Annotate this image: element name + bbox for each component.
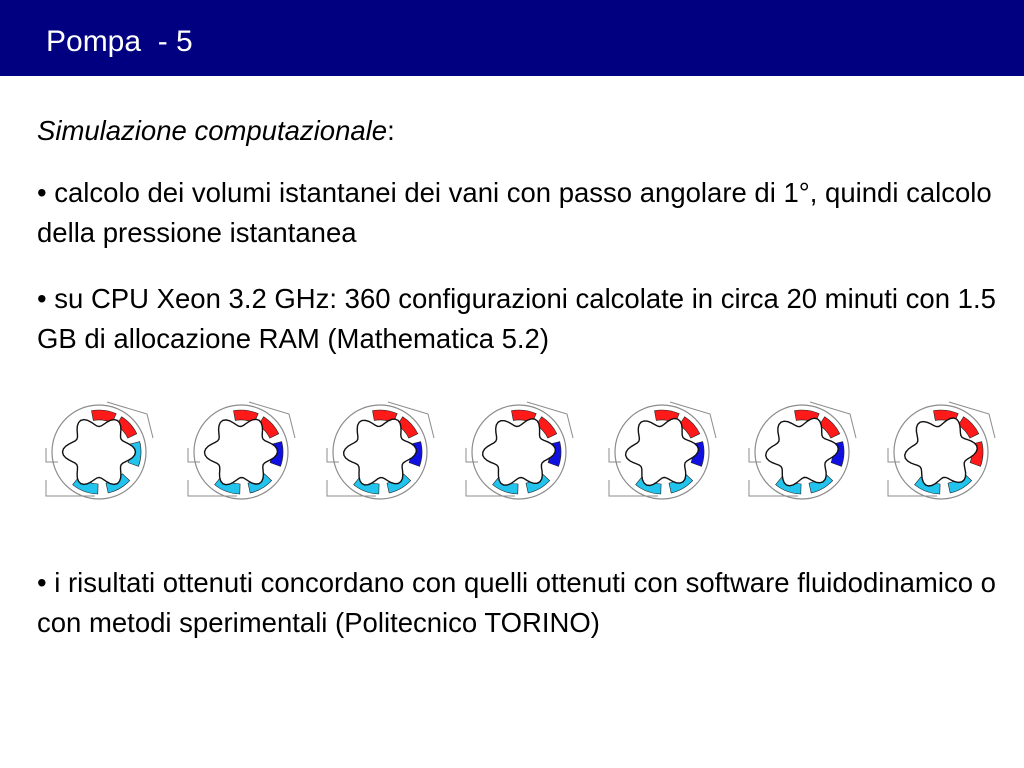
pump-figure-1: [40, 396, 158, 508]
subtitle-suffix: :: [387, 115, 395, 146]
bullet-results-agreement: • i risultati ottenuti concordano con quelli ottenuti con software fluidodinamico o con metodi sperimentali (Politecnico TORINO): [37, 567, 996, 638]
pump-simulation-figures: [40, 396, 1000, 508]
bullet-cpu-performance: • su CPU Xeon 3.2 GHz: 360 configurazioni calcolate in circa 20 minuti con 1.5 GB di allocazione RAM (Mathematica 5.2): [37, 283, 996, 354]
slide-title: Pompa - 5: [46, 25, 193, 58]
pump-figure-7: [882, 396, 1000, 508]
pump-figure-5: [603, 396, 721, 508]
pump-figure-3: [321, 396, 439, 508]
pump-figure-6: [743, 396, 861, 508]
title-bar: [0, 0, 1024, 76]
pump-figure-2: [182, 396, 300, 508]
pump-figure-4: [460, 396, 578, 508]
bullet-volume-calculation: • calcolo dei volumi istantanei dei vani con passo angolare di 1°, quindi calcolo della pressione istantanea: [37, 177, 992, 248]
subtitle: [37, 111, 1012, 151]
subtitle-text: Simulazione computazionale: [37, 115, 388, 146]
